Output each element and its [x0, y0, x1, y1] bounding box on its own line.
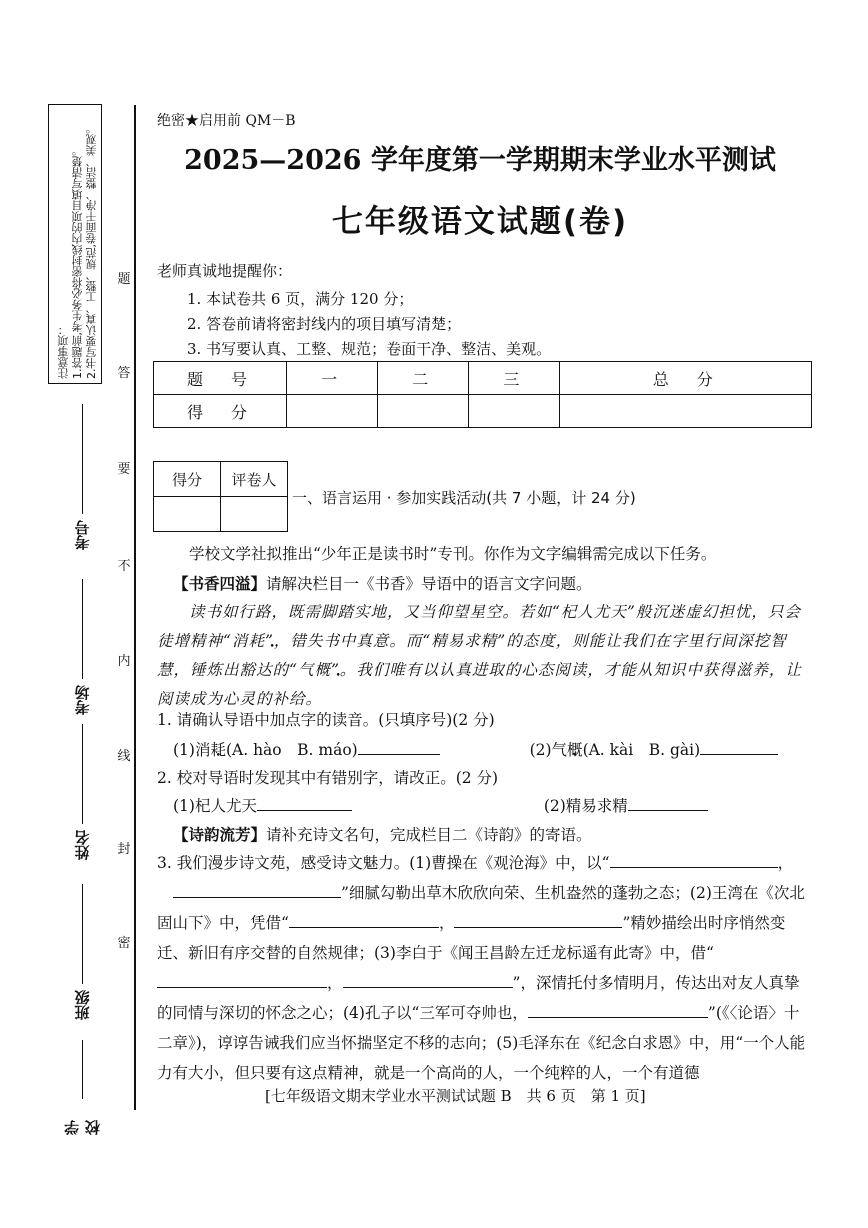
answer-blank[interactable] — [610, 849, 778, 868]
answer-blank[interactable] — [628, 792, 708, 811]
seal-char: 封 — [117, 842, 131, 857]
dotted-char: 耗 — [248, 632, 265, 650]
question-text: (2)精易求精 — [543, 797, 628, 815]
table-cell: 得 分 — [154, 395, 287, 428]
question-text: (2)气 — [529, 741, 568, 759]
exam-title: 2025—2026 学年度第一学期期末学业水平测试 — [184, 145, 776, 176]
class-line — [81, 884, 83, 984]
grader-cell[interactable] — [221, 497, 288, 532]
question-text: ”细腻勾勒出草木欣欣向荣、生机盎然的蓬勃之态；(2)王湾在《次北固山下》中，凭借“ — [157, 884, 805, 932]
reminder-item: 2. 答卷前请将密封线内的项目填写清楚； — [187, 315, 462, 333]
table-cell: 得分 — [154, 462, 221, 497]
answer-blank[interactable] — [157, 969, 327, 988]
task2-label: 【诗韵流芳】 — [173, 825, 267, 844]
class-label: 班级 — [73, 990, 92, 1020]
question-text: ”，深情托付多情明月，传达出对友人真挚的同情与深切的怀念之心；(4)孔子以“三军可夺帅也， — [157, 974, 800, 1022]
question-text: (1)消 — [173, 741, 211, 759]
passage-text: 读书如行路，既需脚踏实地，又当仰望星空。若如“杞人尤天”般沉迷虚幻担忧，只会徒增精神“消 — [157, 603, 801, 650]
score-table — [153, 361, 812, 428]
dotted-char: 概 — [567, 741, 583, 759]
name-field[interactable] — [62, 720, 102, 860]
answer-blank[interactable] — [173, 879, 341, 898]
exam-room-label: 考场 — [73, 685, 92, 715]
question-3: 3. 我们漫步诗文苑，感受诗文魅力。(1)曹操在《观沧海》中，以“ ， ”细腻勾勒出草木欣欣向荣、生机盎然的蓬勃之态；(2)王湾在《次北固山下》中，凭借“ ， ”精妙描绘出时序悄然变迁、新旧有序交替的自然规律；(3)李白于《闻王昌龄左迁龙标遥有此寄》中，借“， ”，深情托付多情明月，传达出对友人真挚的同情与深切的怀念之心；(4)孔子以“三军可夺帅也， ”(《〈论语〉十二章》)，谆谆告诫我们应当怀揣坚定不移的志向；(5)毛泽东在《纪念白求恩》中，用“一个人能力有大小，但只要有这点精神，就是一个高尚的人，一个纯粹的人，一个有道德 — [157, 848, 812, 1088]
reminder-item: 3. 书写要认真、工整、规范；卷面干净、整洁、美观。 — [187, 340, 552, 358]
answer-blank[interactable] — [343, 969, 513, 988]
reminder-item: 1. 本试卷共 6 页，满分 120 分； — [187, 290, 414, 308]
answer-blank[interactable] — [358, 736, 440, 755]
score-cell[interactable] — [154, 497, 221, 532]
intro-paragraph: 学校文学社拟推出“少年正是读书时”专刊。你作为文字编辑需完成以下任务。 — [189, 545, 717, 563]
question-1-options — [157, 736, 812, 765]
school-field[interactable] — [62, 1040, 102, 1135]
score-table-score-row — [154, 395, 812, 428]
exam-number-label: 考号 — [73, 520, 92, 550]
seal-line — [134, 105, 136, 1110]
class-field[interactable] — [62, 880, 102, 1020]
exam-number-line — [81, 404, 83, 514]
question-text: ”(《〈论语〉十二章》)，谆谆告诫我们应当怀揣坚定不移的志向；(5)毛泽东在《纪念白求恩》中，用“一个人能力有大小，但只要有这点精神，就是一个高尚的人，一个纯粹的人，一个有道德 — [157, 1004, 806, 1082]
seal-char: 线 — [117, 749, 131, 764]
table-cell: 评卷人 — [221, 462, 288, 497]
question-text: (A. kài B. gài) — [582, 741, 701, 759]
passage — [157, 598, 812, 714]
score-table-header-row — [154, 362, 812, 395]
name-label: 姓名 — [73, 830, 92, 860]
answer-blank[interactable] — [454, 909, 622, 928]
grader-table — [153, 461, 288, 532]
question-text: (1)杞人尤天 — [173, 797, 257, 815]
table-cell: 三 — [469, 362, 560, 395]
seal-char: 要 — [117, 462, 131, 477]
question-text: ”精妙描绘出时序悄然变迁、新旧有序交替的自然规律；(3)李白于《闻王昌龄左迁龙标遥有此寄》中，借“ — [157, 914, 786, 962]
seal-char: 题 — [117, 272, 131, 287]
dotted-char: 概 — [314, 661, 331, 679]
passage-text: ”，错失书中真意。而“精易求精”的态度，则能让我们在字里行间深挖智慧，锤炼出豁达的“气 — [157, 632, 787, 679]
score-cell[interactable] — [469, 395, 560, 428]
task2 — [157, 820, 812, 850]
score-cell[interactable] — [287, 395, 378, 428]
section-title: 一、语言运用 · 参加实践活动(共 7 小题，计 24 分) — [292, 489, 636, 507]
seal-char: 内 — [117, 654, 131, 669]
table-cell: 二 — [378, 362, 469, 395]
exam-subtitle: 七年级语文试题(卷) — [331, 204, 629, 240]
question-1: 1. 请确认导语中加点字的读音。(只填序号)(2 分) — [157, 711, 495, 729]
task1-label: 【书香四溢】 — [173, 574, 267, 593]
seal-char: 答 — [117, 366, 131, 381]
exam-room-field[interactable] — [62, 575, 102, 715]
exam-room-line — [81, 579, 83, 679]
table-cell: 总 分 — [560, 362, 812, 395]
answer-blank[interactable] — [257, 792, 352, 811]
task1 — [157, 569, 812, 599]
task1-text: 请解决栏目一《书香》导语中的语言文字问题。 — [266, 575, 592, 593]
answer-blank[interactable] — [528, 999, 708, 1018]
notice-text: 注意事项： 1.答题前,考生务必将密封线内的项目填写清楚。 2.书写要认真、工整、规范,卷面干净、整洁、美观。 — [57, 123, 98, 379]
reminder-heading: 老师真诚地提醒你： — [157, 262, 293, 280]
dotted-char: 耗 — [210, 741, 226, 759]
school-label: 学校 — [63, 1120, 102, 1135]
question-text: 3. 我们漫步诗文苑，感受诗文魅力。(1)曹操在《观沧海》中，以“ — [157, 854, 610, 872]
answer-blank[interactable] — [289, 909, 439, 928]
task2-text: 请补充诗文名句，完成栏目二《诗韵》的寄语。 — [266, 826, 592, 844]
notice-box — [48, 104, 102, 384]
answer-blank[interactable] — [700, 736, 778, 755]
score-cell[interactable] — [378, 395, 469, 428]
exam-number-field[interactable] — [62, 400, 102, 550]
school-line — [81, 1040, 83, 1099]
page-footer: [七年级语文期末学业水平测试试题 B 共 6 页 第 1 页] — [265, 1087, 646, 1105]
question-text: (A. hào B. máo) — [225, 741, 358, 759]
name-line — [81, 724, 83, 824]
table-cell: 一 — [287, 362, 378, 395]
question-2-items — [157, 792, 812, 821]
seal-char: 密 — [117, 936, 131, 951]
table-cell: 题 号 — [154, 362, 287, 395]
confidential-mark: 绝密★启用前 QM－B — [157, 113, 296, 129]
seal-char: 不 — [117, 559, 131, 574]
question-2: 2. 校对导语时发现其中有错别字，请改正。(2 分) — [157, 769, 499, 787]
passage-text: ”。我们唯有以认真进取的心态阅读，才能从知识中获得滋养，让阅读成为心灵的补给。 — [157, 661, 802, 708]
score-cell[interactable] — [560, 395, 812, 428]
